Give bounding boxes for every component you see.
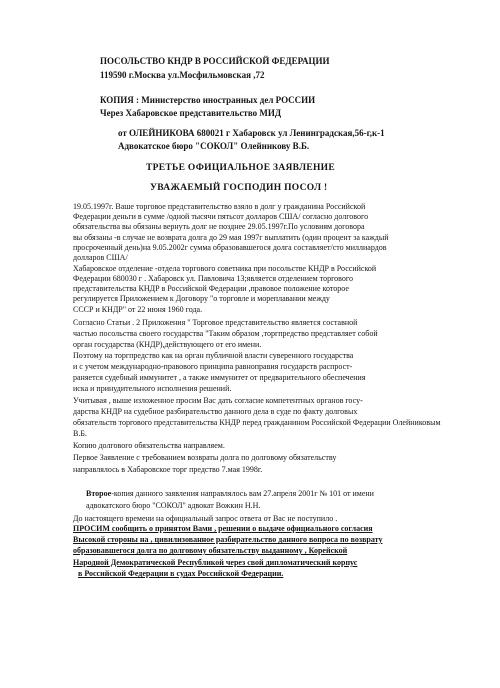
body-line: дарства КНДР на судебное разбирательство данного дела в суде по факту долговых [73, 407, 358, 416]
request-line: ПРОСИМ сообщить о принятом Вами , решении о выдаче официального согласия [73, 524, 373, 533]
request-line: образовавшегося долга по долговому обязательству выданному , Корейской [73, 546, 348, 555]
body-line: Хабаровское отделение -отдела торгового советника при посольстве КНДР в Российской [73, 264, 377, 273]
body-line: Учитывая , выше изложенное просим Вас дать согласие компетентных органов госу- [73, 396, 363, 405]
body-line: Согласно Статьи . 2 Приложения " Торговое представительство является составной [73, 318, 358, 327]
body-line: Первое Заявление с требованием возвраты долга по долговому обязательству [73, 453, 337, 462]
sender-address: от ОЛЕЙНИКОВА 680021 г Хабаровск ул Ленинградская,56-г,к-1 [118, 128, 385, 138]
body-line: представительства КНДР в Российской Федерации ,правовое положение которое [73, 284, 349, 293]
second-notice [86, 489, 374, 499]
salutation: УВАЖАЕМЫЙ ГОСПОДИН ПОСОЛ ! [150, 183, 328, 193]
body-line: частью посольства своего государства "Таким образом ,торгпредство представляет собой [73, 329, 378, 338]
body-line: обязательств торгового представительства КНДР перед гражданином Российской Федерации Олейниковым [73, 418, 441, 427]
body-line: Копию долгового обязательства направляем. [73, 441, 225, 450]
body-line: регулируется Приложением к Договору "о торговле и мореплавании между [73, 294, 330, 303]
second-line: -копия данного заявления направлялось вам 27.апреля 2001г № 101 от имени [111, 489, 374, 498]
statement-title: ТРЕТЬЕ ОФИЦИАЛЬНОЕ ЗАЯВЛЕНИЕ [146, 163, 335, 173]
copy-recipient: КОПИЯ : Министерство иностранных дел РОССИИ [100, 95, 316, 105]
request-line: Народной Демократической Республикой через свой дипломатический корпус [73, 558, 358, 567]
body-line: СССР и КНДР" от 22 июня 1960 года. [73, 305, 203, 314]
body-line: В.Б. [73, 429, 87, 438]
body-line: Поэтому на торгпредство как на орган публичной власти суверенного государства [73, 351, 354, 360]
body-line: и с учетом международно-правового принципа равноправия государств распрост- [73, 362, 353, 371]
body-line: долларов США/ [73, 253, 128, 262]
body-line: просроченный день)на 9.05.2002г сумма образовавшегося долга составляет/сто миллиардов [73, 243, 387, 252]
body-line: вы обязаны -в случае не возврата долга до 29 мая 1997г выплатить (один процент за каждый [73, 233, 389, 242]
body-line: иска и принудительного исполнения решений. [73, 384, 232, 393]
body-line: 19.05.1997г. Ваше торговое представительство взяло в долг у гражданина Российской [73, 202, 366, 211]
body-line: обязательства вы обязаны вернуть долг не позднее 29.05.1997г.По условиям договора [73, 222, 365, 231]
no-response-note: До настоящего времени на официальный запрос ответа от Вас не поступило . [73, 514, 338, 523]
embassy-address: 119590 г.Москва ул.Мосфильмовская ,72 [100, 70, 265, 80]
request-line: Высокой стороны на , цивилизованное разбирательство данного вопроса по возврату [73, 535, 383, 544]
body-line: направлялось в Хабаровское торг предство 7.мая 1998г. [73, 465, 263, 474]
copy-via: Через Хабаровское представительство МИД [100, 108, 282, 118]
embassy-name: ПОСОЛЬСТВО КНДР В РОССИЙСКОЙ ФЕДЕРАЦИИ [100, 56, 330, 66]
body-line: раняется судебный иммунитет , а также иммунитет от предварительного обеспечения [73, 373, 366, 382]
second-bureau: адвокатского бюро "СОКОЛ" адвокат Вожкин Н.Н. [86, 501, 261, 510]
body-line: Федерации деньги в сумме /одной тысячи пятьсот долларов США/ согласно долгового [73, 212, 369, 221]
body-line: орган государства (КНДР),действующего от его имени. [73, 340, 262, 349]
second-label: Второе [86, 489, 112, 498]
sender-bureau: Адвокатское бюро "СОКОЛ" Олейникову В.Б. [118, 141, 310, 151]
request-line: в Российской Федерации в судах Российской Федерации. [78, 569, 284, 578]
body-line: Федерации 680030 г . Хабаровск ул. Павловича 13;является отделением торгового [73, 274, 353, 283]
